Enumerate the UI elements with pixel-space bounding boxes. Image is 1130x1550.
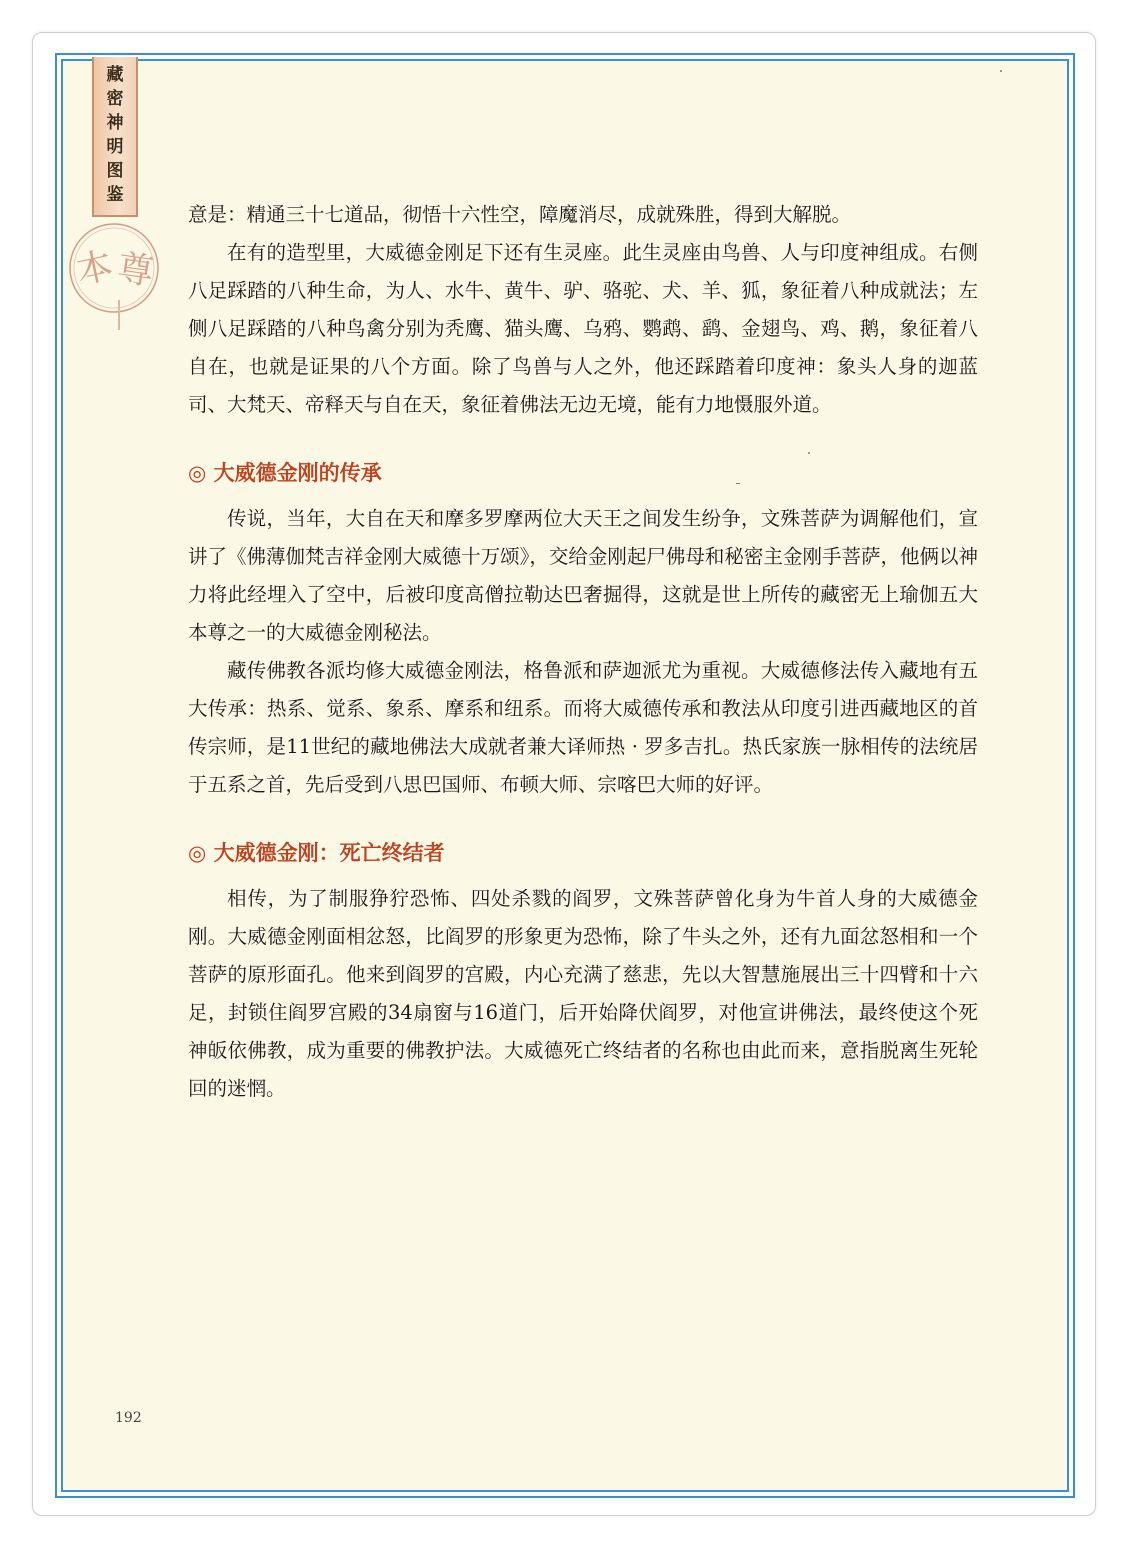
page-number: 192: [115, 1410, 142, 1426]
seal-char: 尊: [114, 247, 157, 294]
paper-speck: [1000, 70, 1002, 72]
paragraph-legend: 传说，当年，大自在天和摩多罗摩两位大天王之间发生纷争，文殊菩萨为调解他们，宣讲了《佛薄伽梵吉祥金刚大威德十万颂》，交给金刚起尸佛母和秘密主金刚手菩萨，他俩以神力将此经埋入了空中，后被印度高僧拉勒达巴奢掘得，这就是世上所传的藏密无上瑜伽五大本尊之一的大威德金刚秘法。: [188, 507, 978, 644]
book-title-char: 鉴: [106, 185, 124, 205]
section-heading-lineage: ◎ 大威德金刚的传承: [188, 461, 382, 485]
book-title-tab: [92, 57, 138, 217]
paragraph-transmission: 藏传佛教各派均修大威德金刚法，格鲁派和萨迦派尤为重视。大威德修法传入藏地有五大传承：热系、觉系、象系、摩系和纽系。而将大威德传承和教法从印度引进西藏地区的首传宗师，是11世纪的藏地佛法大成就者兼大译师热 · 罗多吉扎。热氏家族一脉相传的法统居于五系之首，先后受到八思巴国师、布顿大师、宗喀巴大师的好评。: [188, 659, 978, 796]
paragraph-yama: 相传，为了制服狰狞恐怖、四处杀戮的阎罗，文殊菩萨曾化身为牛首人身的大威德金刚。大威德金刚面相忿怒，比阎罗的形象更为恐怖，除了牛头之外，还有九面忿怒相和一个菩萨的原形面孔。他来到阎罗的宫殿，内心充满了慈悲，先以大智慧施展出三十四臂和十六足，封锁住阎罗宫殿的34扇窗与16道门，后开始降伏阎罗，对他宣讲佛法，最终使这个死神皈依佛教，成为重要的佛教护法。大威德死亡终结者的名称也由此而来，意指脱离生死轮回的迷惘。: [188, 887, 978, 1100]
intro-paragraph: 意是：精通三十七道品，彻悟十六性空，障魔消尽，成就殊胜，得到大解脱。: [188, 203, 852, 226]
book-title-char: 图: [106, 161, 124, 181]
book-title-char: 密: [106, 89, 124, 109]
page-content: [188, 196, 978, 1108]
book-title-char: 明: [106, 137, 124, 157]
seal-stem: [118, 300, 120, 330]
paragraph-lingzuo: 在有的造型里，大威德金刚足下还有生灵座。此生灵座由鸟兽、人与印度神组成。右侧八足踩踏的八种生命，为人、水牛、黄牛、驴、骆驼、犬、羊、狐，象征着八种成就法；左侧八足踩踏的八种鸟禽分别为秃鹰、猫头鹰、乌鸦、鹦鹉、鹞、金翅鸟、鸡、鹅，象征着八自在，也就是证果的八个方面。除了鸟兽与人之外，他还踩踏着印度神：象头人身的迦蓝司、大梵天、帝释天与自在天，象征着佛法无边无境，能有力地慑服外道。: [188, 241, 978, 416]
seal-char: 本: [72, 244, 117, 293]
book-title-char: 神: [106, 113, 124, 133]
book-title-char: 藏: [106, 65, 124, 85]
chapter-seal-icon: [64, 218, 164, 318]
section-heading-death-ender: ◎ 大威德金刚：死亡终结者: [188, 841, 445, 865]
